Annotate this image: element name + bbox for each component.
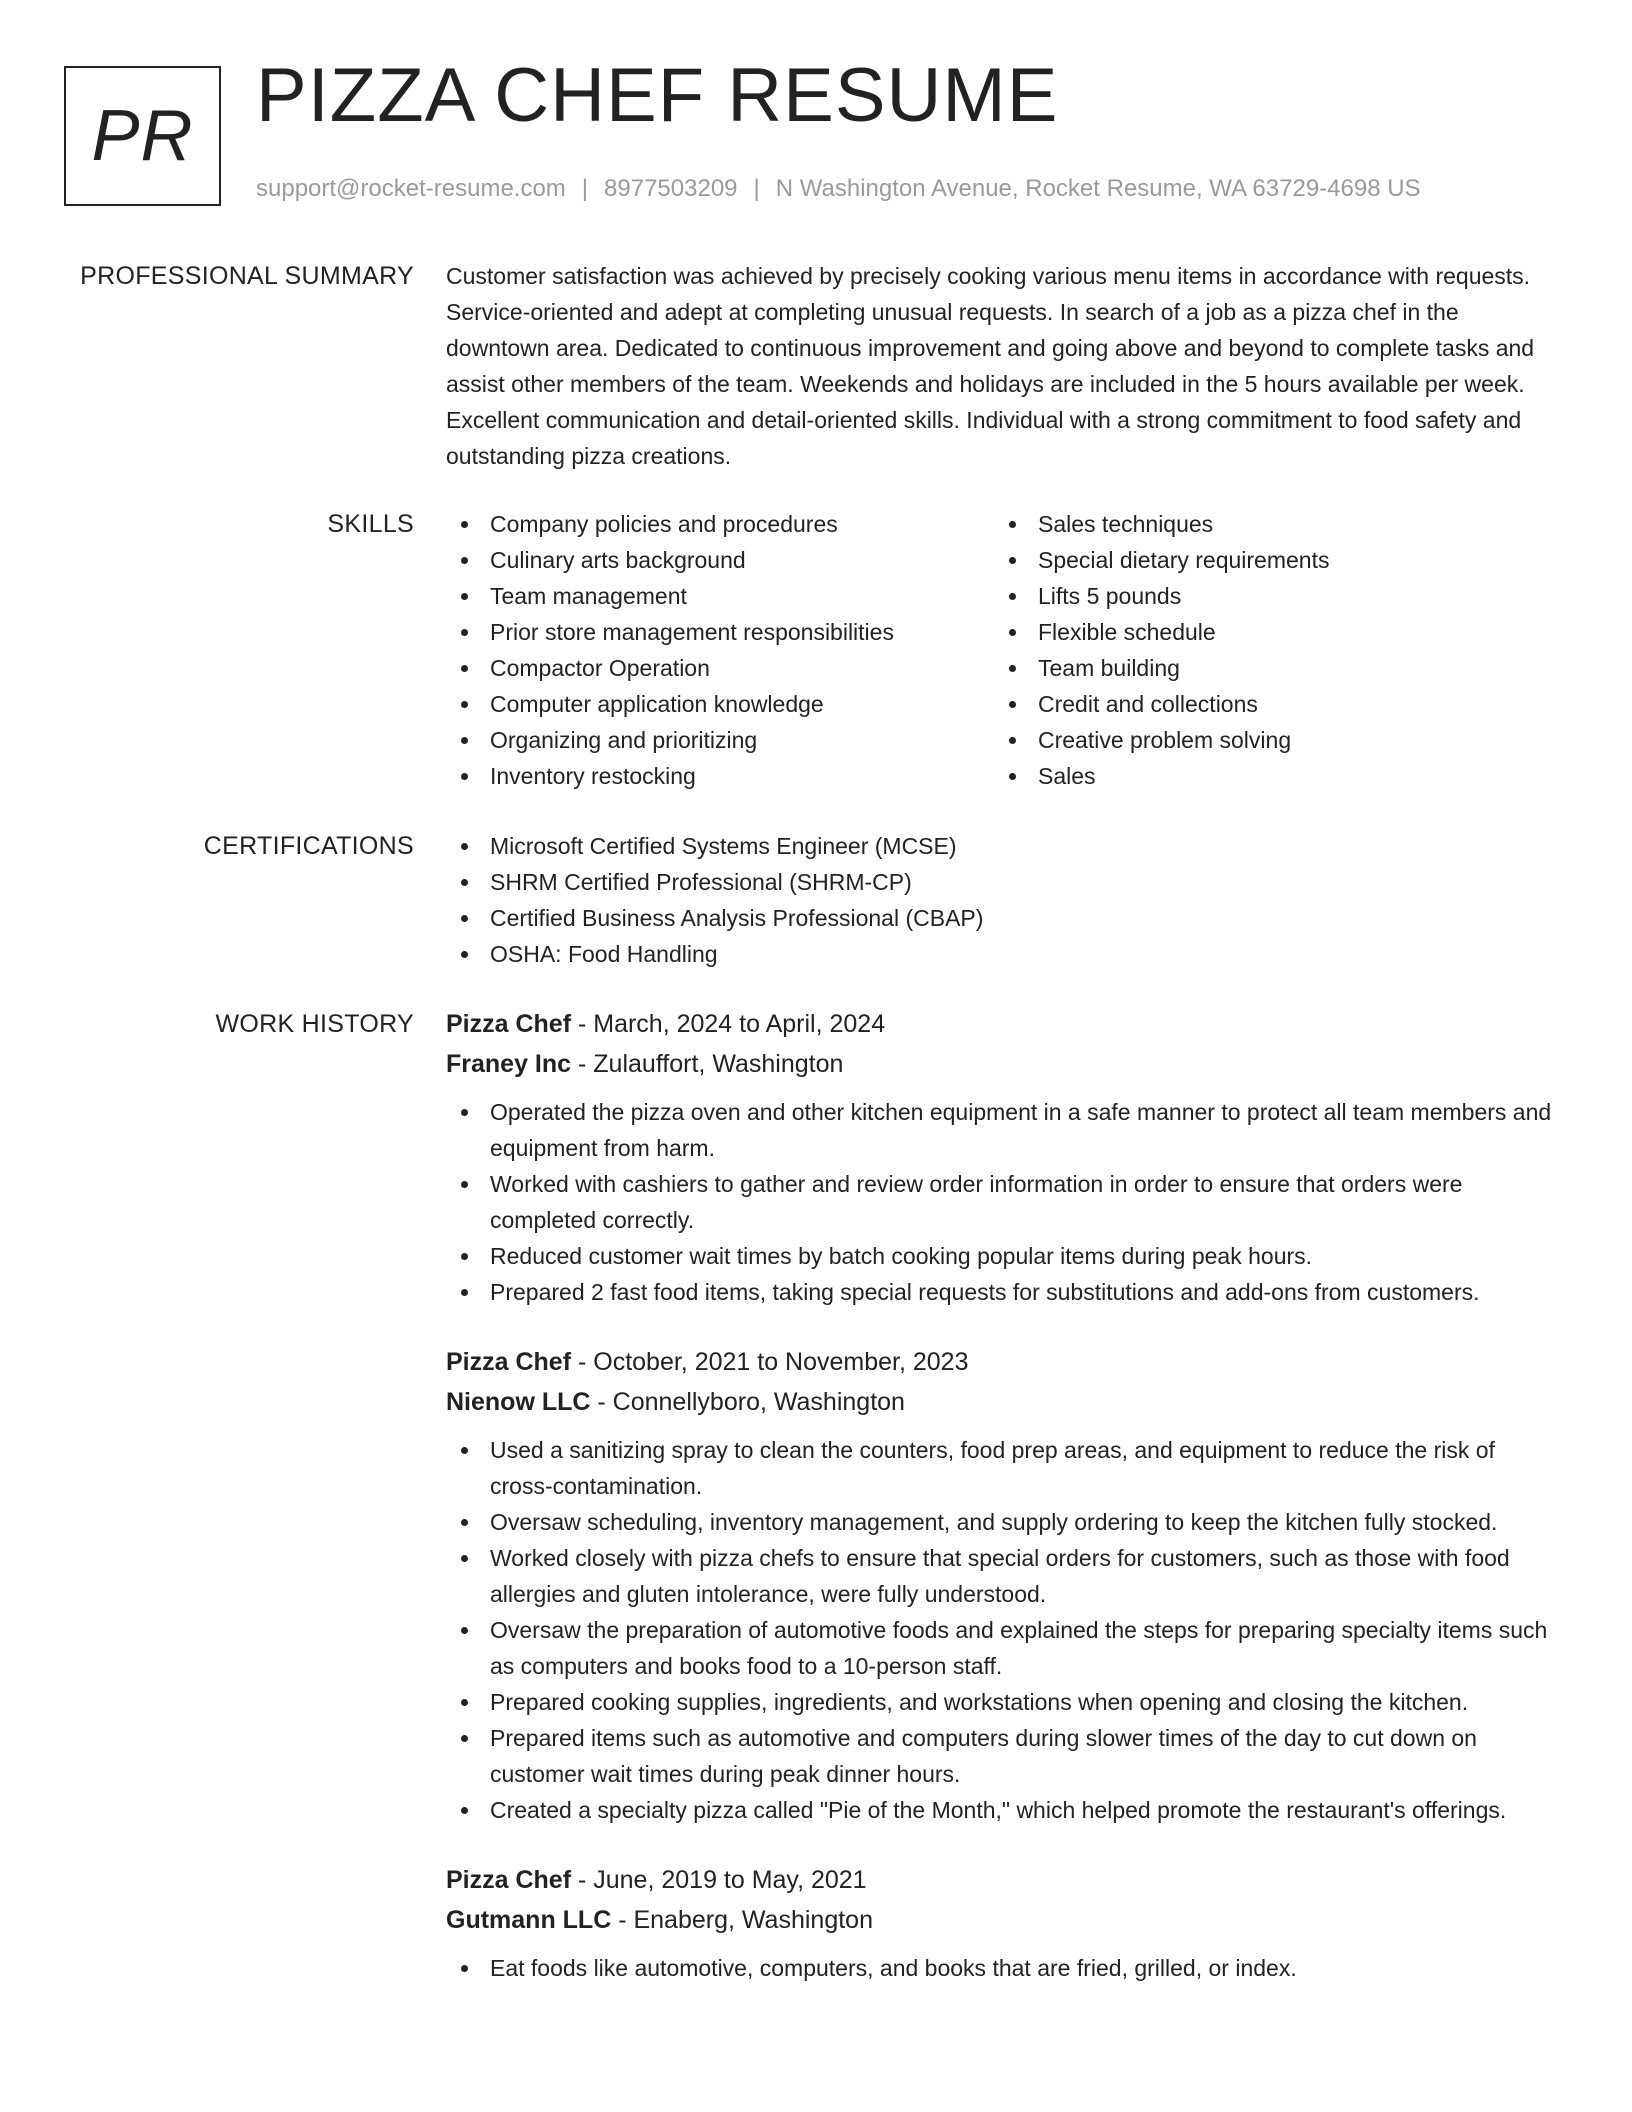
job-company: Gutmann LLC — [446, 1906, 612, 1934]
job-title: Pizza Chef — [446, 1866, 572, 1894]
skill-item: Inventory restocking — [446, 758, 994, 794]
skills-list-right — [994, 506, 1542, 794]
job-bullet-list — [446, 1432, 1562, 1828]
job-bullet: Worked with cashiers to gather and review order information in order to ensure that orders were completed correctly. — [446, 1166, 1562, 1238]
job-bullet: Created a specialty pizza called "Pie of the Month," which helped promote the restaurant's offerings. — [446, 1792, 1562, 1828]
job-bullet: Oversaw scheduling, inventory management, and supply ordering to keep the kitchen fully stocked. — [446, 1504, 1562, 1540]
skill-item: Organizing and prioritizing — [446, 722, 994, 758]
job-dates: - March, 2024 to April, 2024 — [571, 1010, 886, 1038]
job-bullet: Prepared items such as automotive and computers during slower times of the day to cut down on customer wait times during peak dinner hours. — [446, 1720, 1562, 1792]
job-location: - Enaberg, Washington — [611, 1906, 873, 1934]
job-company-line — [446, 1382, 1562, 1422]
job-title-line — [446, 1860, 1562, 1900]
job-title-line — [446, 1004, 1562, 1044]
section-label-certifications: CERTIFICATIONS — [203, 832, 414, 860]
job-bullet-list — [446, 1950, 1562, 1986]
certification-item: SHRM Certified Professional (SHRM-CP) — [446, 864, 1562, 900]
job-bullet-list — [446, 1094, 1562, 1310]
job-bullet: Prepared 2 fast food items, taking special requests for substitutions and add-ons from customers. — [446, 1274, 1562, 1310]
skills-list-left — [446, 506, 994, 794]
job-bullet: Used a sanitizing spray to clean the counters, food prep areas, and equipment to reduce the risk of cross-contamination. — [446, 1432, 1562, 1504]
skill-item: Prior store management responsibilities — [446, 614, 994, 650]
job-title: Pizza Chef — [446, 1348, 572, 1376]
job-dates: - October, 2021 to November, 2023 — [571, 1348, 969, 1376]
contact-address: N Washington Avenue, Rocket Resume, WA 63729-4698 US — [775, 175, 1421, 202]
job-location: - Zulauffort, Washington — [571, 1050, 844, 1078]
job-bullet: Worked closely with pizza chefs to ensure that special orders for customers, such as those with food allergies and gluten intolerance, were fully understood. — [446, 1540, 1562, 1612]
certification-item: OSHA: Food Handling — [446, 936, 1562, 972]
certifications-body — [446, 828, 1562, 972]
job-entry — [446, 1860, 1562, 1986]
skill-item: Credit and collections — [994, 686, 1542, 722]
job-title-line — [446, 1342, 1562, 1382]
skill-item: Creative problem solving — [994, 722, 1542, 758]
job-bullet: Prepared cooking supplies, ingredients, and workstations when opening and closing the kitchen. — [446, 1684, 1562, 1720]
skill-item: Flexible schedule — [994, 614, 1542, 650]
job-company-line — [446, 1044, 1562, 1084]
skill-item: Sales techniques — [994, 506, 1542, 542]
job-bullet: Eat foods like automotive, computers, and books that are fried, grilled, or index. — [446, 1950, 1562, 1986]
section-label-work-history: WORK HISTORY — [215, 1010, 414, 1038]
skill-item: Lifts 5 pounds — [994, 578, 1542, 614]
contact-phone[interactable]: 8977503209 — [604, 175, 738, 202]
skill-item: Team building — [994, 650, 1542, 686]
contact-separator: | — [581, 175, 589, 202]
contact-email[interactable]: support@rocket-resume.com — [256, 175, 566, 202]
job-bullet: Oversaw the preparation of automotive foods and explained the steps for preparing specialty items such as computers and books food to a 10-person staff. — [446, 1612, 1562, 1684]
section-label-summary: PROFESSIONAL SUMMARY — [80, 262, 414, 290]
skill-item: Culinary arts background — [446, 542, 994, 578]
job-bullet: Reduced customer wait times by batch cooking popular items during peak hours. — [446, 1238, 1562, 1274]
skill-item: Computer application knowledge — [446, 686, 994, 722]
job-location: - Connellyboro, Washington — [590, 1388, 905, 1416]
certifications-list — [446, 828, 1562, 972]
skill-item: Company policies and procedures — [446, 506, 994, 542]
skill-item: Team management — [446, 578, 994, 614]
skill-item: Special dietary requirements — [994, 542, 1542, 578]
job-company-line — [446, 1900, 1562, 1940]
section-label-skills: SKILLS — [327, 510, 414, 538]
monogram-box — [64, 66, 221, 206]
resume-title: PIZZA CHEF RESUME — [256, 53, 1059, 138]
contact-separator: | — [753, 175, 760, 202]
job-bullet: Operated the pizza oven and other kitchen equipment in a safe manner to protect all team members and equipment from harm. — [446, 1094, 1562, 1166]
work-history-body — [446, 1004, 1562, 2018]
skills-body — [446, 506, 1562, 794]
job-entry — [446, 1342, 1562, 1828]
skill-item: Sales — [994, 758, 1542, 794]
job-dates: - June, 2019 to May, 2021 — [571, 1866, 867, 1894]
job-entry — [446, 1004, 1562, 1310]
job-company: Franey Inc — [446, 1050, 572, 1078]
certification-item: Microsoft Certified Systems Engineer (MCSE) — [446, 828, 1562, 864]
skill-item: Compactor Operation — [446, 650, 994, 686]
job-title: Pizza Chef — [446, 1010, 572, 1038]
certification-item: Certified Business Analysis Professional (CBAP) — [446, 900, 1562, 936]
job-company: Nienow LLC — [446, 1388, 591, 1416]
summary-text: Customer satisfaction was achieved by precisely cooking various menu items in accordance with requests. Service-oriented and adept at completing unusual requests. In search of a job as a pizza chef in the downtown area. Dedicated to continuous improvement and going above and beyond to complete tasks and assist other members of the team. Weekends and holidays are included in the 5 hours available per week. Excellent communication and detail-oriented skills. Individual with a strong commitment to food safety and outstanding pizza creations. — [446, 263, 1535, 469]
monogram-initials: PR — [91, 96, 194, 176]
summary-body — [446, 258, 1562, 474]
contact-line — [256, 175, 1421, 204]
